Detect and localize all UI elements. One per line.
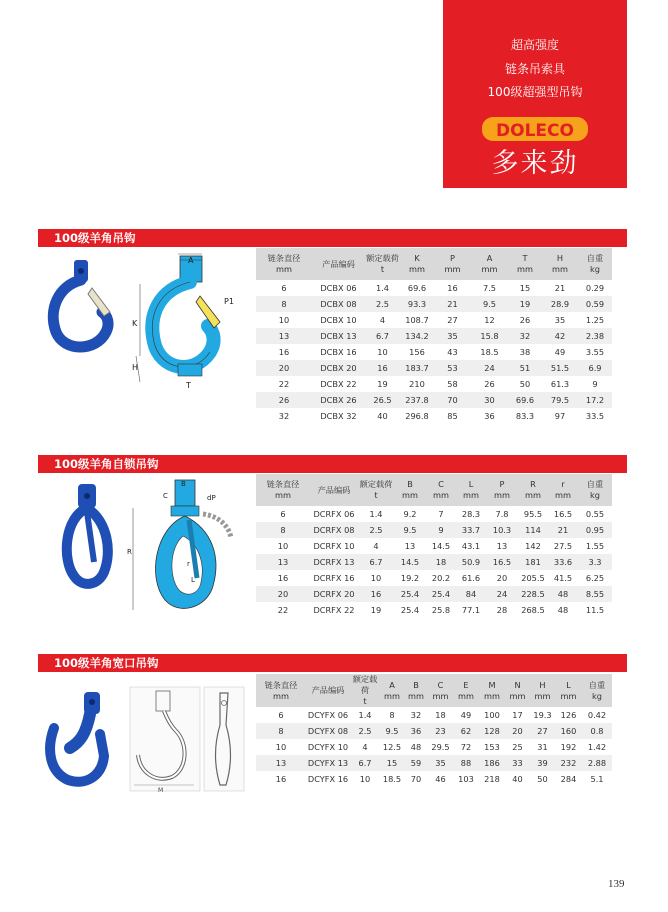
wide-mouth-hook-spec-table <box>256 674 612 787</box>
table-cell: 26 <box>256 392 312 408</box>
table-row <box>256 755 612 771</box>
table-cell: 40 <box>512 774 523 784</box>
table-cell: 27 <box>447 315 458 325</box>
header-cell: 自重 kg <box>578 248 612 280</box>
header-cell: L mm <box>555 674 582 707</box>
table-cell: 6.25 <box>585 573 605 583</box>
table-cell: 7.5 <box>482 283 497 293</box>
table-cell: 7 <box>438 509 444 519</box>
table-cell: 0.8 <box>582 723 612 739</box>
table-cell: 2.88 <box>582 755 612 771</box>
header-cell: C mm <box>428 674 453 707</box>
table-cell: 10 <box>278 315 290 325</box>
table-cell: 103 <box>458 774 474 784</box>
table-cell: 1.4 <box>358 710 372 720</box>
logo-text: DOLECO <box>496 121 574 141</box>
table-cell: 32 <box>508 328 542 344</box>
table-cell: 26 <box>519 315 531 325</box>
table-cell: 35 <box>554 315 566 325</box>
table-cell: DCBX 32 <box>320 411 357 421</box>
table-cell: 24 <box>486 586 518 602</box>
table-cell: 20 <box>496 573 508 583</box>
table-row <box>256 408 612 424</box>
table-cell: DCRFX 08 <box>310 522 358 538</box>
header-cell: P mm <box>486 474 518 506</box>
header-cell: R mm <box>518 474 548 506</box>
table-cell: DCBX 10 <box>320 315 357 325</box>
self-locking-hook-diagram <box>125 478 240 618</box>
table-cell: 21 <box>434 296 471 312</box>
wide-mouth-hook-diagram <box>128 685 248 795</box>
table-cell: DCRFX 13 <box>310 554 358 570</box>
table-cell: 134.2 <box>400 328 434 344</box>
table-cell: 33 <box>505 755 530 771</box>
table-cell: 186 <box>479 755 505 771</box>
table-cell: 23 <box>428 723 453 739</box>
table-cell: 6.7 <box>358 554 394 570</box>
table-cell: 17 <box>512 710 523 720</box>
table-cell: 6.7 <box>350 755 380 771</box>
self-locking-hook-photo <box>58 482 118 592</box>
header-cell: E mm <box>453 674 479 707</box>
table-cell: 0.59 <box>578 296 612 312</box>
table-cell: 1.4 <box>375 283 390 293</box>
table-row <box>256 312 612 328</box>
header-cell: 链条直径 mm <box>256 248 312 280</box>
table-cell: 10 <box>370 573 382 583</box>
table-cell: 16.5 <box>486 554 518 570</box>
header-cell: A mm <box>380 674 404 707</box>
table-cell: 19.3 <box>533 710 552 720</box>
table-cell: 29.5 <box>431 742 450 752</box>
table-cell: 19.2 <box>400 573 420 583</box>
table-cell: 16 <box>277 573 289 583</box>
table-cell: DCYFX 10 <box>307 742 349 752</box>
header-cell: 产品编码 <box>312 248 365 280</box>
table-cell: 58 <box>447 379 458 389</box>
table-cell: 19 <box>377 379 388 389</box>
table-cell: 10 <box>275 742 287 752</box>
section-title-self-locking-hook: 100级羊角自锁吊钩 <box>38 455 627 473</box>
table-cell: 48 <box>410 742 422 752</box>
table-cell: 20 <box>256 586 310 602</box>
table-cell: 218 <box>484 774 500 784</box>
header-cell: P mm <box>434 248 471 280</box>
table-cell: DCYFX 16 <box>307 774 349 784</box>
table-cell: 181 <box>518 554 548 570</box>
diagram-label-H: H <box>132 363 139 372</box>
table-cell: 69.6 <box>508 392 542 408</box>
table-cell: 28 <box>496 605 508 615</box>
table-row <box>256 522 612 538</box>
table-cell: 61.6 <box>461 573 481 583</box>
table-cell: DCYFX 08 <box>306 723 350 739</box>
table-cell: 51.5 <box>542 360 578 376</box>
table-cell: 28.3 <box>461 509 481 519</box>
banner-line-3: 100级超强型吊钩 <box>487 85 583 99</box>
table-cell: 153 <box>484 742 500 752</box>
table-cell: 6 <box>280 509 286 519</box>
table-cell: 9 <box>592 379 598 389</box>
table-cell: 43 <box>447 347 458 357</box>
table-cell: 79.5 <box>542 392 578 408</box>
table-cell: 70 <box>410 774 422 784</box>
table-cell: 70 <box>434 392 471 408</box>
table-cell: 25.4 <box>394 586 426 602</box>
table-cell: 42 <box>542 328 578 344</box>
table-cell: 26 <box>484 379 495 389</box>
table-cell: 35 <box>428 755 453 771</box>
table-cell: DCBX 26 <box>312 392 365 408</box>
header-cell: M mm <box>479 674 505 707</box>
table-cell: 183.7 <box>400 360 434 376</box>
table-cell: 14.5 <box>394 554 426 570</box>
table-cell: 10 <box>377 347 388 357</box>
header-cell: 额定载荷 t <box>350 674 380 707</box>
table-cell: 13 <box>404 541 416 551</box>
self-locking-hook-spec-table <box>256 474 612 618</box>
table-cell: 77.1 <box>461 605 481 615</box>
clevis-hook-diagram <box>128 252 238 392</box>
table-row <box>256 360 612 376</box>
table-cell: 9.5 <box>394 522 426 538</box>
table-cell: 50 <box>519 379 531 389</box>
table-cell: 16 <box>365 360 400 376</box>
table-cell: 268.5 <box>521 605 545 615</box>
header-cell: L mm <box>456 474 486 506</box>
table-cell: 43.1 <box>461 541 481 551</box>
table-cell: 25.4 <box>400 605 420 615</box>
table-cell: 237.8 <box>400 392 434 408</box>
table-cell: 24 <box>471 360 508 376</box>
table-cell: 36 <box>484 411 495 421</box>
clevis-hook-spec-table <box>256 248 612 424</box>
table-row <box>256 602 612 618</box>
table-row <box>256 280 612 296</box>
diagram-label-A: A <box>188 256 194 265</box>
table-cell: 0.95 <box>578 522 612 538</box>
table-cell: 22 <box>278 379 290 389</box>
table-row <box>256 586 612 602</box>
section-title-wide-mouth-hook: 100级羊角宽口吊钩 <box>38 654 627 672</box>
table-cell: 19 <box>370 605 382 615</box>
table-cell: 22 <box>277 605 289 615</box>
table-cell: 95.5 <box>523 509 543 519</box>
table-cell: 19 <box>508 296 542 312</box>
table-cell: DCBX 22 <box>320 379 357 389</box>
table-cell: 3.3 <box>578 554 612 570</box>
table-cell: 32 <box>278 411 290 421</box>
table-cell: 17.2 <box>578 392 612 408</box>
table-cell: 0.29 <box>585 283 605 293</box>
table-cell: 2.38 <box>578 328 612 344</box>
table-cell: 4 <box>362 742 368 752</box>
table-cell: 10.3 <box>486 522 518 538</box>
table-cell: 26.5 <box>365 392 400 408</box>
banner-line-1: 超高强度 <box>510 38 559 52</box>
table-cell: 6.7 <box>365 328 400 344</box>
banner-line-2: 链条吊索具 <box>504 62 565 76</box>
section-title-clevis-hook: 100级羊角吊钩 <box>38 229 627 247</box>
table-cell: 61.3 <box>550 379 570 389</box>
table-cell: 2.5 <box>350 723 380 739</box>
table-cell: 13 <box>256 755 306 771</box>
table-cell: 284 <box>560 774 577 784</box>
table-cell: 28.9 <box>542 296 578 312</box>
table-cell: 27 <box>530 723 555 739</box>
table-cell: 18 <box>426 554 456 570</box>
table-row <box>256 723 612 739</box>
header-cell: 链条直径 mm <box>256 474 310 506</box>
table-cell: 69.6 <box>407 283 427 293</box>
table-cell: 51 <box>508 360 542 376</box>
header-cell: r mm <box>548 474 578 506</box>
table-row <box>256 392 612 408</box>
table-cell: 2.5 <box>365 296 400 312</box>
table-cell: 13 <box>256 328 312 344</box>
table-cell: 205.5 <box>521 573 545 583</box>
header-cell: C mm <box>426 474 456 506</box>
header-cell: A mm <box>471 248 508 280</box>
table-cell: 232 <box>555 755 582 771</box>
table-row <box>256 570 612 586</box>
diagram-label-dP: dP <box>207 494 216 502</box>
table-cell: 1.42 <box>587 742 607 752</box>
wide-mouth-hook-photo <box>40 688 120 788</box>
table-cell: 83.3 <box>515 411 535 421</box>
table-cell: 18 <box>435 710 446 720</box>
table-cell: 6 <box>281 283 287 293</box>
table-cell: 210 <box>409 379 425 389</box>
header-cell: 额定载荷 t <box>358 474 394 506</box>
table-row <box>256 538 612 554</box>
table-row <box>256 771 612 787</box>
table-cell: 126 <box>560 710 577 720</box>
table-cell: 16 <box>358 586 394 602</box>
table-row <box>256 506 612 522</box>
table-cell: 84 <box>456 586 486 602</box>
table-cell: 97 <box>554 411 566 421</box>
header-cell: N mm <box>505 674 530 707</box>
table-cell: 21 <box>548 522 578 538</box>
table-header-row <box>256 474 612 506</box>
table-cell: 25 <box>512 742 523 752</box>
table-cell: 21 <box>554 283 566 293</box>
doleco-logo <box>481 115 589 143</box>
table-cell: 10 <box>277 541 289 551</box>
header-cell: K mm <box>400 248 434 280</box>
page-number: 139 <box>608 878 625 890</box>
table-cell: 53 <box>434 360 471 376</box>
table-cell: 18.5 <box>382 774 402 784</box>
table-cell: 59 <box>404 755 428 771</box>
table-cell: 50 <box>537 774 548 784</box>
table-row <box>256 707 612 723</box>
header-cell: B mm <box>404 674 428 707</box>
table-cell: 296.8 <box>405 411 429 421</box>
header-cell: 产品编码 <box>310 474 358 506</box>
table-cell: 100 <box>484 710 500 720</box>
table-cell: DCBX 20 <box>312 360 365 376</box>
table-cell: 15 <box>380 755 404 771</box>
table-row <box>256 554 612 570</box>
table-cell: 72 <box>460 742 472 752</box>
table-cell: 160 <box>555 723 582 739</box>
table-cell: 32 <box>410 710 422 720</box>
header-cell: H mm <box>530 674 555 707</box>
table-cell: 62 <box>453 723 479 739</box>
table-cell: 3.55 <box>585 347 605 357</box>
table-cell: 16 <box>275 774 287 784</box>
table-row <box>256 296 612 312</box>
diagram-label-B: B <box>181 480 186 488</box>
table-cell: 25.4 <box>426 586 456 602</box>
header-cell: 额定载荷 t <box>365 248 400 280</box>
table-cell: 16 <box>278 347 290 357</box>
table-row <box>256 328 612 344</box>
table-cell: 10 <box>359 774 371 784</box>
header-cell: T mm <box>508 248 542 280</box>
table-cell: 156 <box>409 347 425 357</box>
header-cell: 链条直径 mm <box>256 674 306 707</box>
diagram-label-C: C <box>163 492 168 500</box>
table-cell: 6 <box>278 710 284 720</box>
table-header-row <box>256 248 612 280</box>
header-cell: 产品编码 <box>306 674 350 707</box>
table-cell: 15 <box>519 283 531 293</box>
diagram-label-T: T <box>186 381 191 390</box>
table-cell: DCRFX 10 <box>313 541 355 551</box>
table-cell: 5.1 <box>590 774 604 784</box>
diagram-label-M: M <box>158 787 164 794</box>
table-cell: 228.5 <box>518 586 548 602</box>
table-cell: 40 <box>377 411 388 421</box>
table-header-row <box>256 674 612 707</box>
table-cell: 48 <box>557 605 569 615</box>
table-cell: DCRFX 22 <box>313 605 355 615</box>
table-cell: 15.8 <box>471 328 508 344</box>
table-cell: DCRFX 06 <box>313 509 355 519</box>
brand-banner <box>443 0 627 188</box>
table-cell: 31 <box>537 742 548 752</box>
table-cell: 38 <box>519 347 531 357</box>
table-cell: 128 <box>479 723 505 739</box>
diagram-label-L: L <box>191 576 195 584</box>
table-cell: 12.5 <box>382 742 402 752</box>
table-cell: DCRFX 20 <box>310 586 358 602</box>
clevis-hook-photo <box>44 258 124 358</box>
table-cell: 6.9 <box>578 360 612 376</box>
table-cell: 20 <box>505 723 530 739</box>
table-cell: 142 <box>525 541 541 551</box>
table-cell: 20 <box>256 360 312 376</box>
table-cell: 13 <box>496 541 508 551</box>
table-cell: DCYFX 06 <box>307 710 349 720</box>
table-row <box>256 376 612 392</box>
table-cell: 9.2 <box>403 509 417 519</box>
table-cell: 18.5 <box>480 347 499 357</box>
table-cell: 30 <box>471 392 508 408</box>
table-cell: 192 <box>560 742 577 752</box>
table-cell: 33.5 <box>585 411 605 421</box>
table-cell: 25.8 <box>431 605 451 615</box>
table-cell: 8 <box>256 296 312 312</box>
table-cell: 46 <box>435 774 446 784</box>
table-cell: 9 <box>426 522 456 538</box>
table-cell: 88 <box>453 755 479 771</box>
table-cell: 16.5 <box>553 509 573 519</box>
table-cell: 8.55 <box>578 586 612 602</box>
table-cell: 33.7 <box>456 522 486 538</box>
table-cell: 0.55 <box>585 509 605 519</box>
table-cell: 12 <box>484 315 495 325</box>
table-row <box>256 739 612 755</box>
table-cell: 7.8 <box>495 509 509 519</box>
diagram-label-R: R <box>127 548 132 556</box>
table-cell: DCYFX 13 <box>306 755 350 771</box>
table-cell: 2.5 <box>358 522 394 538</box>
header-cell: B mm <box>394 474 426 506</box>
table-cell: 9.5 <box>380 723 404 739</box>
header-cell: 自重 kg <box>578 474 612 506</box>
table-cell: 9.5 <box>471 296 508 312</box>
table-cell: 85 <box>447 411 458 421</box>
table-cell: 4 <box>379 315 386 325</box>
table-cell: 4 <box>373 541 379 551</box>
table-cell: 108.7 <box>405 315 429 325</box>
table-cell: 1.55 <box>585 541 605 551</box>
table-cell: DCBX 16 <box>320 347 357 357</box>
table-cell: 11.5 <box>585 605 605 615</box>
brand-name: 多来劲 <box>491 148 579 179</box>
table-cell: 0.42 <box>587 710 607 720</box>
header-cell: H mm <box>542 248 578 280</box>
table-cell: DCBX 13 <box>312 328 365 344</box>
diagram-label-r: r <box>187 560 190 568</box>
table-cell: 35 <box>434 328 471 344</box>
table-cell: 1.4 <box>369 509 383 519</box>
table-cell: 13 <box>256 554 310 570</box>
table-cell: 14.5 <box>431 541 451 551</box>
table-cell: 16 <box>447 283 458 293</box>
table-cell: DCBX 06 <box>320 283 357 293</box>
table-cell: DCBX 08 <box>312 296 365 312</box>
table-cell: 8 <box>256 522 310 538</box>
table-row <box>256 344 612 360</box>
table-cell: 20.2 <box>431 573 451 583</box>
table-cell: 8 <box>389 710 395 720</box>
table-cell: 1.25 <box>585 315 605 325</box>
table-cell: 49 <box>460 710 472 720</box>
table-cell: DCRFX 16 <box>313 573 355 583</box>
diagram-label-K: K <box>132 319 138 328</box>
table-cell: 8 <box>256 723 306 739</box>
table-cell: 36 <box>404 723 428 739</box>
table-cell: 33.6 <box>548 554 578 570</box>
table-cell: 27.5 <box>553 541 573 551</box>
diagram-label-P1: P1 <box>224 297 234 306</box>
table-cell: 114 <box>518 522 548 538</box>
table-cell: 39 <box>530 755 555 771</box>
header-cell: 自重 kg <box>582 674 612 707</box>
table-cell: 48 <box>548 586 578 602</box>
table-cell: 49 <box>554 347 566 357</box>
table-cell: 93.3 <box>400 296 434 312</box>
table-cell: 41.5 <box>553 573 573 583</box>
table-cell: 50.9 <box>456 554 486 570</box>
